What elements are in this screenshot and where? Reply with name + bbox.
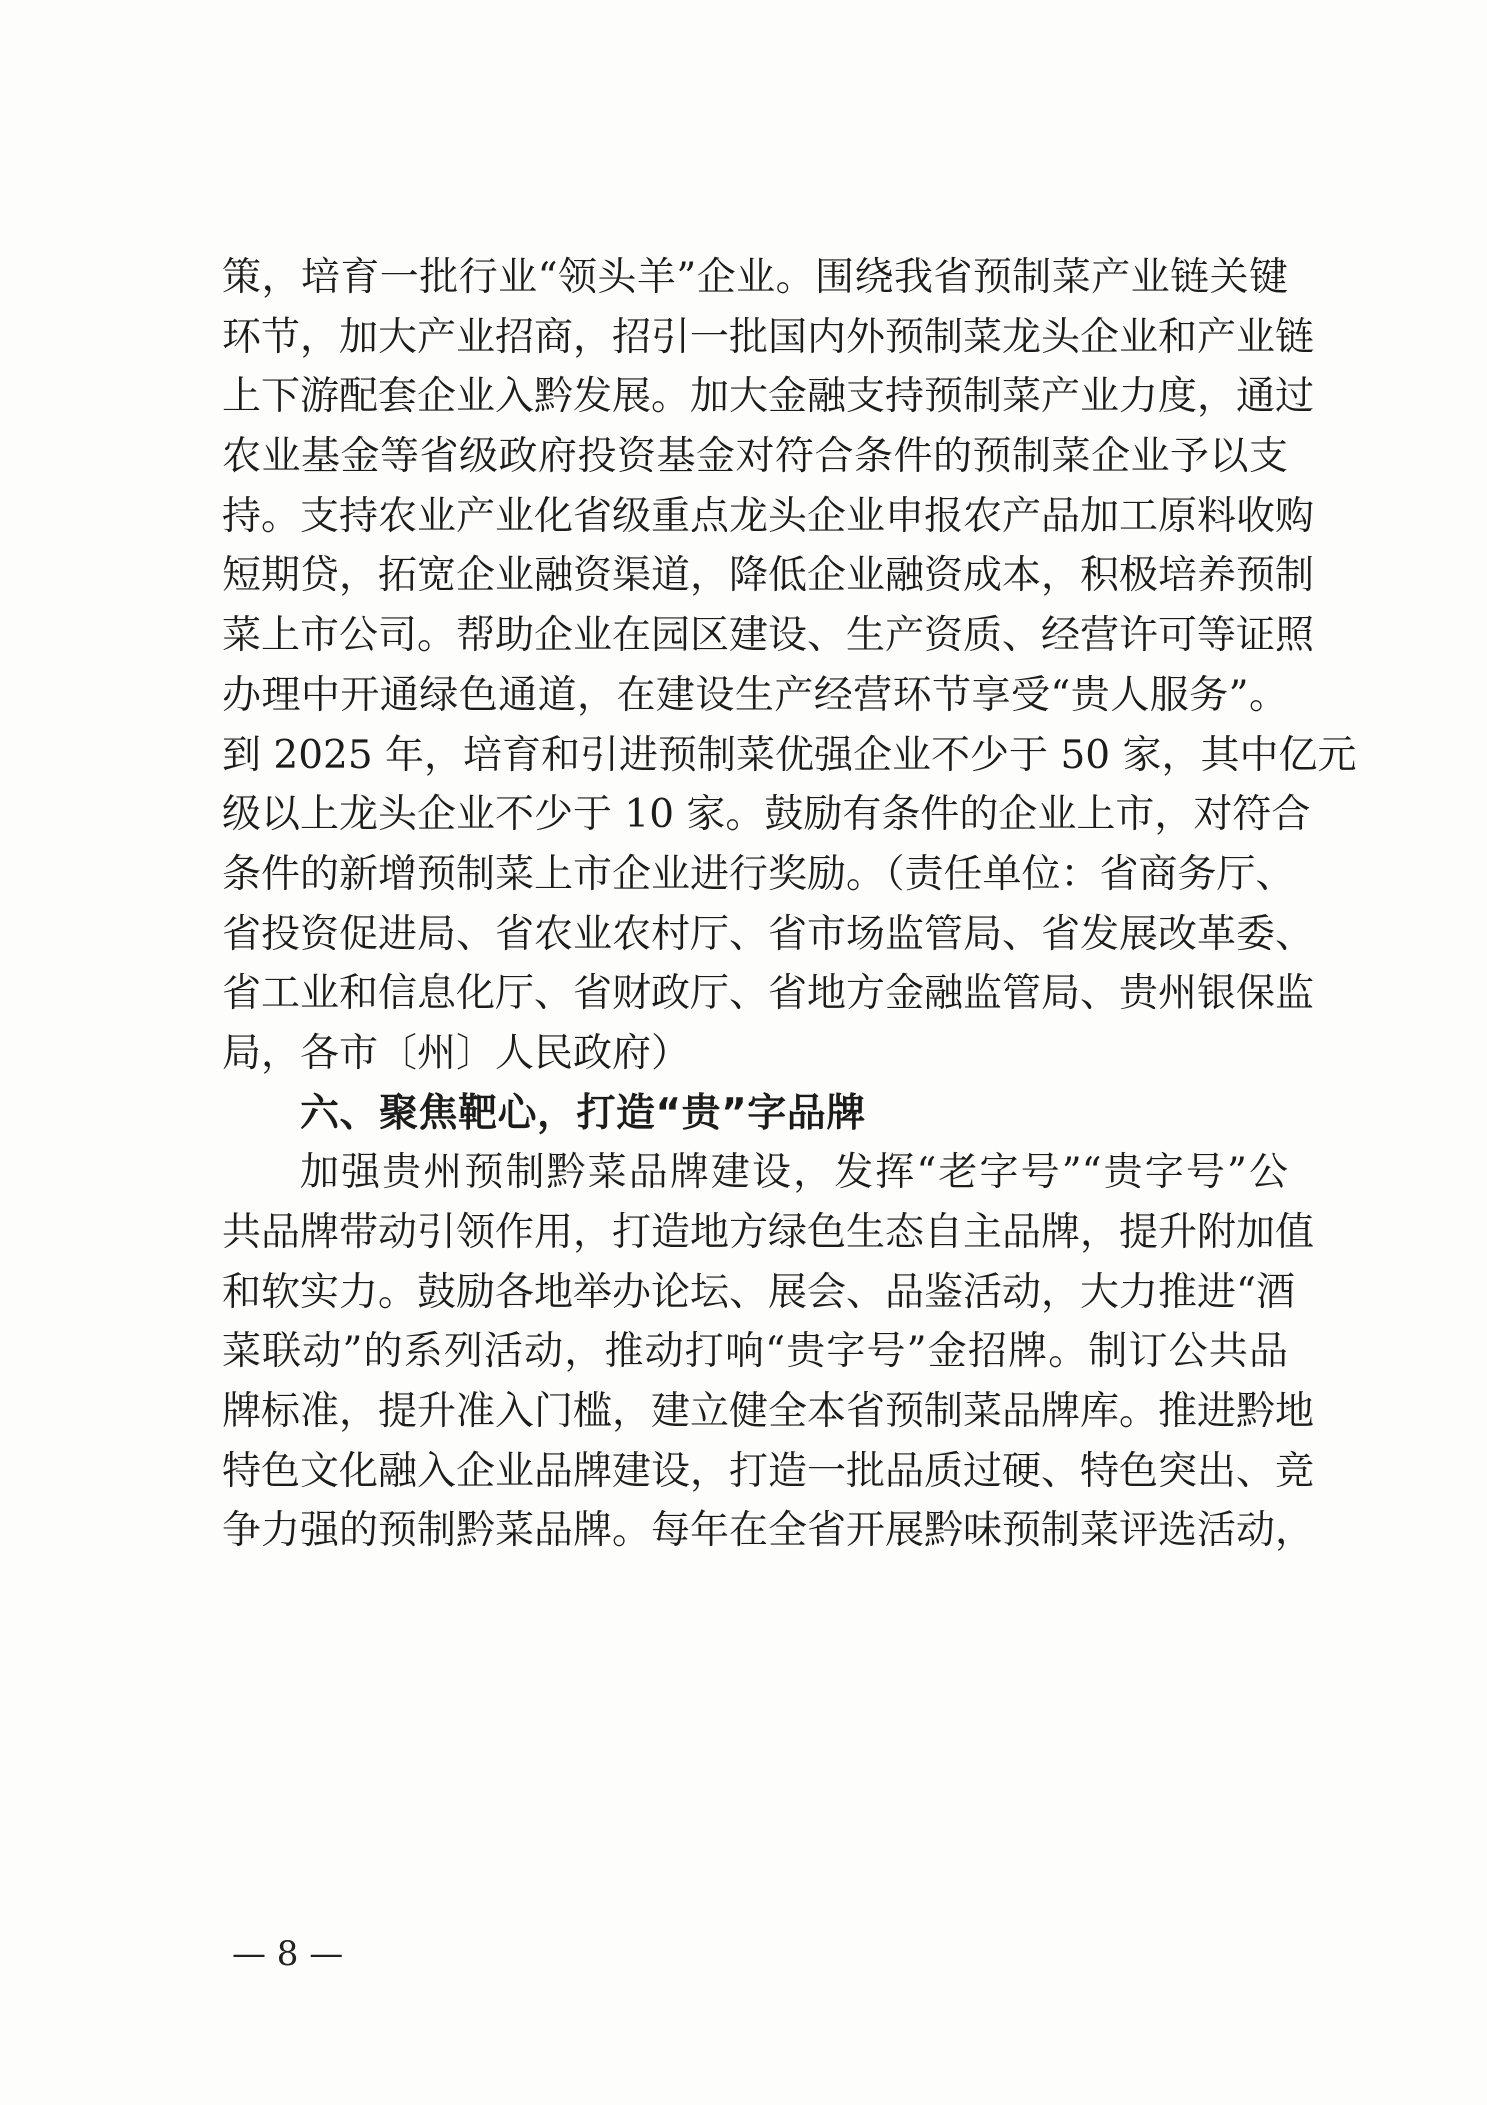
text-line: 牌标准，提升准入门槛，建立健全本省预制菜品牌库。推进黔地 [222, 1389, 1315, 1435]
section-heading: 六、聚焦靶心，打造“贵”字品牌 [300, 1090, 866, 1136]
text-line: 省投资促进局、省农业农村厅、省市场监管局、省发展改革委、 [222, 911, 1315, 957]
text-line: 上下游配套企业入黔发展。加大金融支持预制菜产业力度，通过 [222, 374, 1315, 420]
text-line: 级以上龙头企业不少于 10 家。鼓励有条件的企业上市，对符合 [222, 792, 1311, 838]
text-line: 特色文化融入企业品牌建设，打造一批品质过硬、特色突出、竞 [222, 1448, 1315, 1494]
text-line: 菜上市公司。帮助企业在园区建设、生产资质、经营许可等证照 [222, 613, 1315, 659]
text-line: 条件的新增预制菜上市企业进行奖励。（责任单位：省商务厅、 [222, 851, 1295, 897]
text-line: 争力强的预制黔菜品牌。每年在全省开展黔味预制菜评选活动， [222, 1508, 1315, 1554]
document-body [222, 248, 1357, 1561]
text-line: 省工业和信息化厅、省财政厅、省地方金融监管局、贵州银保监 [222, 971, 1315, 1017]
paragraph-continued [222, 248, 1357, 1084]
text-line: 和软实力。鼓励各地举办论坛、展会、品鉴活动，大力推进“酒 [222, 1269, 1295, 1315]
text-line: 持。支持农业产业化省级重点龙头企业申报农产品加工原料收购 [222, 493, 1315, 539]
text-line: 策，培育一批行业“领头羊”企业。围绕我省预制菜产业链关键 [222, 255, 1288, 300]
text-line: 短期贷，拓宽企业融资渠道，降低企业融资成本，积极培养预制 [222, 553, 1315, 599]
text-line: 到 2025 年，培育和引进预制菜优强企业不少于 50 家，其中亿元 [222, 732, 1357, 778]
text-line: 办理中开通绿色通道，在建设生产经营环节享受“贵人服务”。 [222, 672, 1288, 718]
text-line: 局，各市〔州〕人民政府） [222, 1030, 691, 1076]
text-line: 加强贵州预制黔菜品牌建设，发挥“老字号”“贵字号”公 [300, 1150, 1288, 1196]
page-number: — 8 — [232, 1934, 344, 1974]
paragraph-brand [222, 1143, 1315, 1561]
text-line: 共品牌带动引领作用，打造地方绿色生态自主品牌，提升附加值 [222, 1210, 1315, 1255]
text-line: 环节，加大产业招商，招引一批国内外预制菜龙头企业和产业链 [222, 314, 1315, 360]
text-line: 菜联动”的系列活动，推动打响“贵字号”金招牌。制订公共品 [222, 1329, 1288, 1375]
text-line: 农业基金等省级政府投资基金对符合条件的预制菜企业予以支 [222, 434, 1288, 480]
